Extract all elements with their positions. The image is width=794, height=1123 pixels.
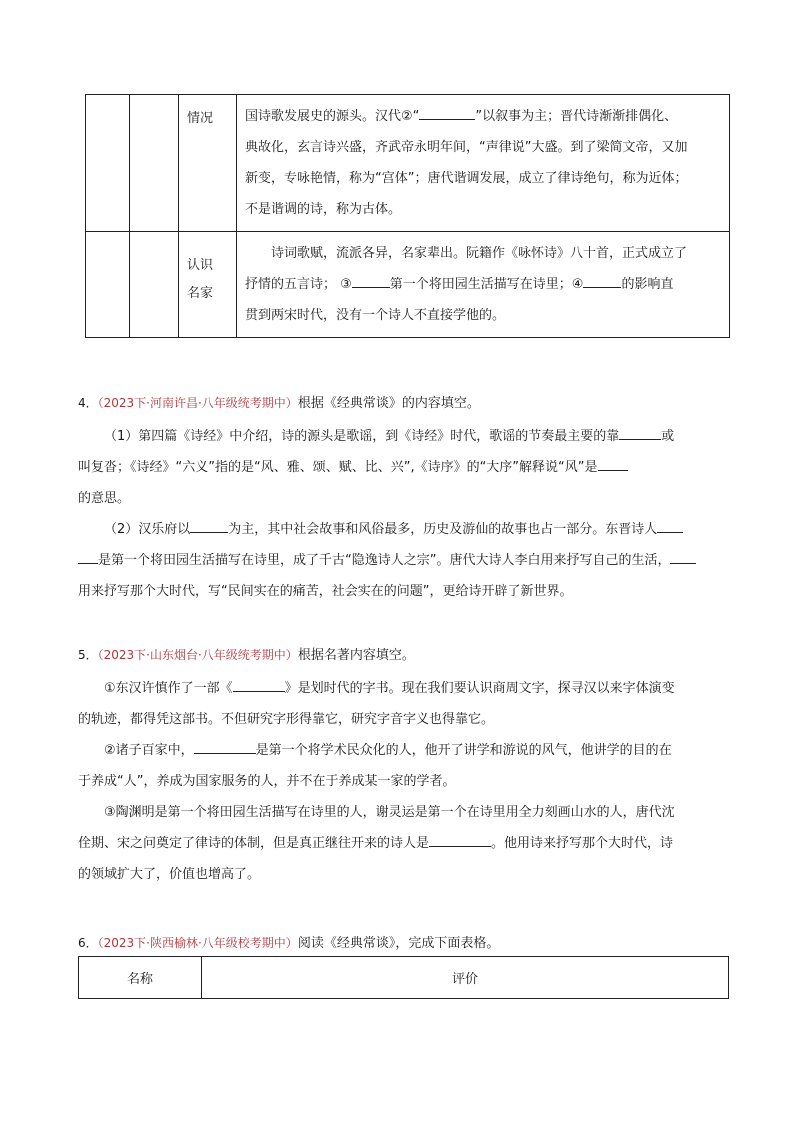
famous-poets-content: 诗词歌赋，流派各异，名家辈出。阮籍作《咏怀诗》八十首，正式成立了 抒情的五言诗； ③ 第一个将田园生活描写在诗里；④ 的影响直 贯到两宋时代，没有一个诗人不直接学他的。 — [237, 232, 730, 338]
row-label-situation: 情况 — [179, 95, 237, 232]
evaluation-table — [78, 956, 729, 999]
table-cell-empty — [130, 232, 179, 338]
answer-blank[interactable] — [419, 107, 475, 120]
column-header-name: 名称 — [79, 957, 202, 999]
answer-blank[interactable] — [619, 427, 661, 440]
answer-blank[interactable] — [657, 520, 683, 533]
answer-blank[interactable] — [352, 275, 390, 288]
answer-blank[interactable] — [583, 275, 621, 288]
question-source: （2023下·山东烟台·八年级统考期中） — [97, 648, 298, 662]
question-source: （2023下·陕西榆林·八年级校考期中） — [97, 936, 298, 950]
classics-summary-table — [85, 94, 730, 338]
question-header: 5．（2023下·山东烟台·八年级统考期中）根据名著内容填空。 — [78, 648, 415, 663]
table-cell-empty — [86, 232, 130, 338]
question-6 — [78, 932, 728, 955]
answer-blank[interactable] — [598, 458, 628, 471]
column-header-evaluation: 评价 — [202, 957, 729, 999]
answer-blank[interactable] — [190, 520, 228, 533]
table-row — [86, 95, 730, 232]
question-header: 4．（2023下·河南许昌·八年级统考期中）根据《经典常谈》的内容填空。 — [78, 396, 480, 411]
question-header: 6．（2023下·陕西榆林·八年级校考期中）阅读《经典常谈》，完成下面表格。 — [78, 936, 500, 951]
answer-blank[interactable] — [429, 834, 491, 847]
row-label-famous-poets: 认识 名家 — [179, 232, 237, 338]
question-5: 5．（2023下·山东烟台·八年级统考期中）根据名著内容填空。 ①东汉许慎作了一部《 》是划时代的字书。现在我们要认识商周文字，探寻汉以来字体演变 的轨迹，都得凭这部书。不但研究字形得靠它，研究字音字义也得靠它。 ②诸子百家中， 是第一个将学术民众化的人，他开了讲学和游说的风气，他讲学的目的在 于养成“人”，养成为国家服务的人，并不在于养成某一家的学者。 ③陶渊明是第一个将田园生活描写在诗里的人，谢灵运是第一个在诗里用全力刻画山水的人，唐代沈 佺期、宋之问奠定了律诗的体制，但是真正继往开来的诗人是 。他用诗来抒写那个大时代，诗 的领域扩大了，价值也增高了。 — [78, 644, 728, 890]
question-4: 4．（2023下·河南许昌·八年级统考期中）根据《经典常谈》的内容填空。 （1）第四篇《诗经》中介绍，诗的源头是歌谣，到《诗经》时代，歌谣的节奏最主要的靠 或 叫复沓；《诗经》“六义”指的是“风、雅、颂、赋、比、兴”,《诗序》的“大序”解释说“风”是 的意思。 （2）汉乐府以 为主，其中社会故事和风俗最多，历史及游仙的故事也占一部分。东晋诗人 是第一个将田园生活描写在诗里，成了千古“隐逸诗人之宗”。唐代大诗人李白用来抒写自己的生活， 用来抒写那个大时代，写“民间实在的痛苦，社会实在的问题”，更给诗开辟了新世界。 — [78, 392, 728, 607]
table-row — [86, 232, 730, 338]
situation-content: 国诗歌发展史的源头。汉代②“ ”以叙事为主；晋代诗渐渐排偶化、 典故化，玄言诗兴盛，齐武帝永明年间，“声律说”大盛。到了梁简文帝，又加 新变，专咏艳情，称为“宫体”；唐代谐调发展，成立了律诗绝句，称为近体； 不是谐调的诗，称为古体。 — [237, 95, 730, 232]
answer-blank[interactable] — [194, 741, 256, 754]
answer-blank[interactable] — [670, 551, 696, 564]
answer-blank[interactable] — [78, 551, 98, 564]
table-cell-empty — [86, 95, 130, 232]
question-source: （2023下·河南许昌·八年级统考期中） — [97, 396, 298, 410]
answer-blank[interactable] — [233, 679, 285, 692]
table-header-row — [79, 957, 729, 999]
table-cell-empty — [130, 95, 179, 232]
